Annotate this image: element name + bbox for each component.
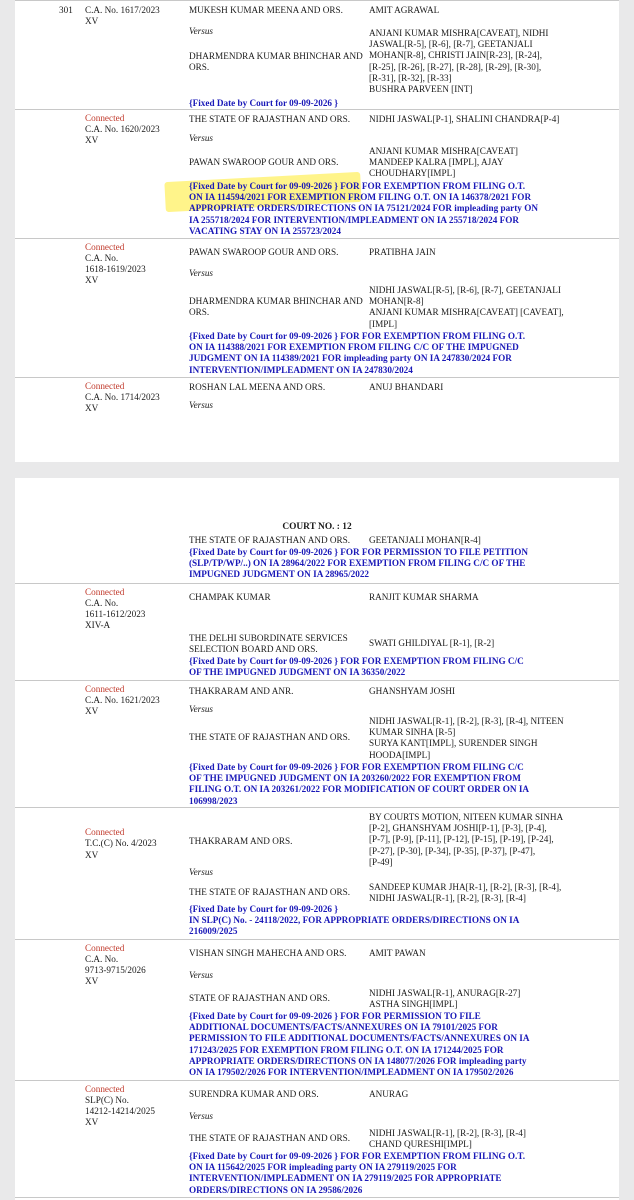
case-section: XV [85,850,99,860]
respondent-advocate: GEETANJALI MOHAN[R-4] [369,535,481,545]
case-remarks: {Fixed Date by Court for 09-09-2026 } FOR FOR PERMISSION TO FILE PETITION (SLP/TP/WP/..) ON IA 28964/2022 FOR EXEMPTION FROM FILING C/C OF THE IMPUGNED JUDGMENT ON IA 28965/2022 [189,547,529,580]
petitioner-name: THAKRARAM AND ORS. [189,836,293,846]
case-section: XV [85,275,99,285]
connected-label: Connected [85,684,125,694]
case-section: XV [85,16,99,26]
versus-label: Versus [189,867,213,877]
petitioner-name: ROSHAN LAL MEENA AND ORS. [189,382,326,392]
case-section: XV [85,403,99,413]
petitioner-advocate: PRATIBHA JAIN [369,247,436,257]
connected-label: Connected [85,381,125,391]
respondent-advocate: NIDHI JASWAL[R-5], [R-6], [R-7], GEETANJALI MOHAN[R-8] ANJANI KUMAR MISHRA[CAVEAT] [CAVEAT], [IMPL] [369,285,564,329]
case-section: XV [85,135,99,145]
respondent-advocate: SWATI GHILDIYAL [R-1], [R-2] [369,638,495,648]
petitioner-advocate: ANUJ BHANDARI [369,382,444,392]
case-number: C.A. No. 1620/2023 [85,124,160,134]
petitioner-advocate: ANURAG [369,1089,409,1099]
respondent-name: STATE OF RAJASTHAN AND ORS. [189,993,330,1003]
petitioner-name: PAWAN SWAROOP GOUR AND ORS. [189,247,339,257]
versus-label: Versus [189,133,213,143]
case-number: SLP(C) No. 14212-14214/2025 [85,1095,155,1117]
versus-label: Versus [189,268,213,278]
connected-label: Connected [85,943,125,953]
respondent-name: THE STATE OF RAJASTHAN AND ORS. [189,732,351,742]
petitioner-advocate: BY COURTS MOTION, NITEEN KUMAR SINHA [P-2], GHANSHYAM JOSHI[P-1], [P-3], [P-4], [P-7], [P-9], [P-11], [P-12], [P-15], [P-19], [P-24], [P-27], [P-30], [P-34], [P-35], [P-37], [P-47], [P-49] [369,812,564,867]
case-section: XV [85,1117,99,1127]
respondent-name: DHARMENDRA KUMAR BHINCHAR AND ORS. [189,51,363,73]
versus-label: Versus [189,1111,213,1121]
connected-label: Connected [85,587,125,597]
case-remarks: {Fixed Date by Court for 09-09-2026 } IN SLP(C) No. - 24118/2022, FOR APPROPRIATE ORDERS/DIRECTIONS ON IA 216009/2025 [189,904,520,937]
petitioner-advocate: RANJIT KUMAR SHARMA [369,592,479,602]
court-heading: COURT NO. : 12 [282,522,352,532]
respondent-name: THE STATE OF RAJASTHAN AND ORS. [189,535,351,545]
respondent-advocate: ANJANI KUMAR MISHRA[CAVEAT] MANDEEP KALRA [IMPL], AJAY CHOUDHARY[IMPL] [369,146,518,179]
case-number: C.A. No. 1714/2023 [85,392,160,402]
connected-label: Connected [85,827,125,837]
case-remarks: {Fixed Date by Court for 09-09-2026 } FOR FOR EXEMPTION FROM FILING O.T. ON IA 114388/2021 FOR EXEMPTION FROM FILING C/C OF THE IMPUGNED JUDGMENT ON IA 114389/2021 FOR impleading party ON IA 247830/2024 FOR INTERVENTION/IMPLEADMENT ON IA 247830/2024 [189,331,526,375]
connected-label: Connected [85,1084,125,1094]
case-remarks: {Fixed Date by Court for 09-09-2026 } FOR FOR EXEMPTION FROM FILING C/C OF THE IMPUGNED JUDGMENT ON IA 203260/2022 FOR EXEMPTION FROM FILING O.T. ON IA 203261/2022 FOR MODIFICATION OF COURT ORDER ON IA 106998/2023 [189,762,530,806]
petitioner-advocate: GHANSHYAM JOSHI [369,686,456,696]
connected-label: Connected [85,242,125,252]
case-remarks: {Fixed Date by Court for 09-09-2026 } FOR FOR EXEMPTION FROM FILING C/C OF THE IMPUGNED JUDGMENT ON IA 36350/2022 [189,656,524,678]
petitioner-advocate: NIDHI JASWAL[P-1], SHALINI CHANDRA[P-4] [369,114,560,124]
petitioner-name: CHAMPAK KUMAR [189,592,271,602]
case-section: XV [85,976,99,986]
case-number: C.A. No. 1621/2023 [85,695,160,705]
petitioner-name: THE STATE OF RAJASTHAN AND ORS. [189,114,351,124]
respondent-name: THE STATE OF RAJASTHAN AND ORS. [189,887,351,897]
case-number: T.C.(C) No. 4/2023 [85,838,157,848]
case-remarks: {Fixed Date by Court for 09-09-2026 } FOR FOR PERMISSION TO FILE ADDITIONAL DOCUMENTS/FACTS/ANNEXURES ON IA 79101/2025 FOR PERMISSION TO FILE ADDITIONAL DOCUMENTS/FACTS/ANNEXURES ON IA 171243/2025 FOR EXEMPTION FROM FILING O.T. ON IA 171244/2025 FOR APPROPRIATE ORDERS/DIRECTIONS ON IA 148077/2026 FOR impleading party ON IA 179502/2026 FOR INTERVENTION/IMPLEADMENT ON IA 179502/2026 [189,1011,530,1078]
versus-label: Versus [189,26,213,36]
petitioner-advocate: AMIT AGRAWAL [369,5,440,15]
versus-label: Versus [189,400,213,410]
respondent-name: DHARMENDRA KUMAR BHINCHAR AND ORS. [189,296,363,318]
petitioner-advocate: AMIT PAWAN [369,948,426,958]
respondent-name: THE STATE OF RAJASTHAN AND ORS. [189,1133,351,1143]
respondent-advocate: ANJANI KUMAR MISHRA[CAVEAT], NIDHI JASWAL[R-5], [R-6], [R-7], GEETANJALI MOHAN[R-8], CHRISTI JAIN[R-23], [R-24], [R-25], [R-26], [R-27], [R-28], [R-29], [R-30], [R-31], [R-32], [R-33] BUSHRA PARVEEN [INT] [369,28,549,95]
case-number: C.A. No. 1617/2023 [85,5,160,15]
cause-list-page-2 [15,478,619,1200]
respondent-name: PAWAN SWAROOP GOUR AND ORS. [189,157,339,167]
petitioner-name: SURENDRA KUMAR AND ORS. [189,1089,319,1099]
versus-label: Versus [189,704,213,714]
case-remarks: {Fixed Date by Court for 09-09-2026 } [189,98,338,108]
versus-label: Versus [189,970,213,980]
petitioner-name: MUKESH KUMAR MEENA AND ORS. [189,5,343,15]
case-remarks: {Fixed Date by Court for 09-09-2026 } FOR FOR EXEMPTION FROM FILING O.T. ON IA 114594/2021 FOR EXEMPTION FROM FILING O.T. ON IA 146378/2021 FOR APPROPRIATE ORDERS/DIRECTIONS ON IA 75121/2024 FOR impleading party ON IA 255718/2024 FOR INTERVENTION/IMPLEADMENT ON IA 255718/2024 FOR VACATING STAY ON IA 255723/2024 [189,181,538,236]
case-section: XIV-A [85,620,111,630]
respondent-advocate: SANDEEP KUMAR JHA[R-1], [R-2], [R-3], [R-4], NIDHI JASWAL[R-1], [R-2], [R-3], [R-4] [369,882,562,904]
case-number: C.A. No. 1611-1612/2023 [85,598,146,620]
case-section: XV [85,706,99,716]
respondent-advocate: NIDHI JASWAL[R-1], [R-2], [R-3], [R-4] CHAND QURESHI[IMPL] [369,1128,526,1150]
case-remarks: {Fixed Date by Court for 09-09-2026 } FOR FOR EXEMPTION FROM FILING O.T. ON IA 115642/2025 FOR impleading party ON IA 279119/2025 FOR INTERVENTION/IMPLEADMENT ON IA 279119/2025 FOR APPROPRIATE ORDERS/DIRECTIONS ON IA 29586/2026 [189,1151,526,1195]
respondent-name: THE DELHI SUBORDINATE SERVICES SELECTION BOARD AND ORS. [189,633,348,655]
respondent-advocate: NIDHI JASWAL[R-1], [R-2], [R-3], [R-4], NITEEN KUMAR SINHA [R-5] SURYA KANT[IMPL], SURENDER SINGH HOODA[IMPL] [369,716,564,760]
cause-list-page-1 [15,0,619,462]
serial-number: 301 [59,5,73,15]
connected-label: Connected [85,113,125,123]
case-number: C.A. No. 1618-1619/2023 [85,253,146,275]
respondent-advocate: NIDHI JASWAL[R-1], ANURAG[R-27] ASTHA SINGH[IMPL] [369,988,521,1010]
case-number: C.A. No. 9713-9715/2026 [85,954,146,976]
petitioner-name: THAKRARAM AND ANR. [189,686,294,696]
petitioner-name: VISHAN SINGH MAHECHA AND ORS. [189,948,347,958]
